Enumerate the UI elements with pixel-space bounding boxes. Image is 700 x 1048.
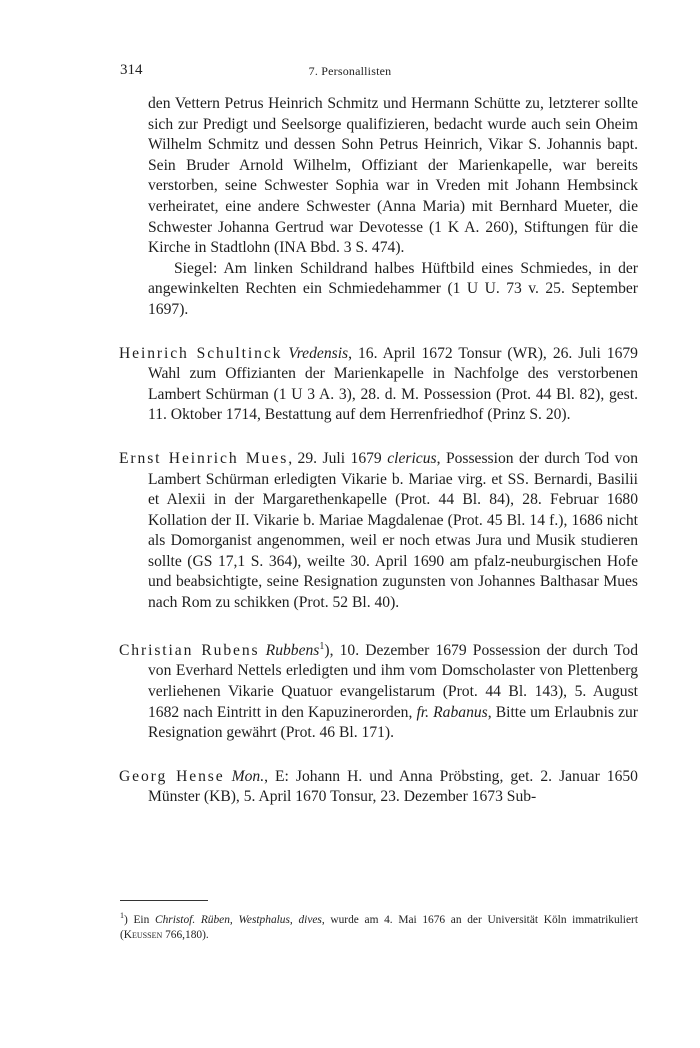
entry-schultinck: [119, 344, 638, 426]
footnote: $^1$) Ein Christof. Rüben, Westphalus, dives, wurde am 4. Mai 1676 an der Universität Köln immatrikuliert (Keussen 766,180).: [120, 911, 638, 941]
footnote-text: , wurde am 4. Mai 1676 an der Universität Köln immatrikuliert (: [120, 913, 638, 941]
entry-text: , E: Johann H. und Anna Pröbsting, get. 2. Januar 1650 Münster (KB), 5. April 1670 Tonsur, 23. Dezember 1673 Sub-: [148, 767, 638, 806]
entry-text: , 16. April 1672 Tonsur (WR), 26. Juli 1679 Wahl zum Offizianten der Marienkapelle in Nachfolge des verstorbenen Lambert Schürman (1 U 3 A. 3), 28. d. M. Possession (Prot. 44 Bl. 82), gest. 11. Oktober 1714, Bestattung auf dem Herrenfriedhof (Prinz S. 20).: [148, 344, 638, 424]
footnote-ref: 1: [319, 640, 325, 652]
page-number: 314: [120, 62, 143, 78]
footnote-rule: [120, 900, 208, 901]
continued-paragraph: den Vettern Petrus Heinrich Schmitz und Hermann Schütte zu, letzterer sollte sich zur Predigt und Seelsorge qualifizieren, bedacht wurde auch sein Oheim Wilhelm Schmitz und dessen Sohn Petrus Heinrich, Vikar S. Johannis bapt. Sein Bruder Arnold Wilhelm, Offiziant der Marienkapelle, war bereits verstorben, seine Schwester Sophia war in Vreden mit Johann Hembsinck verheiratet, eine andere Schwester (Anna Maria) mit Bernhard Mueter, die Schwester Johanna Gertrud war Devotesse (1 K A. 260), Stiftungen für die Kirche in Stadtlohn (INA Bbd. 3 S. 474).: [148, 95, 638, 257]
footnote-post: 766,180).: [162, 928, 209, 941]
footnote-italic: Christof. Rüben, Westphalus, dives: [154, 913, 322, 926]
entry-name: Georg Hense: [119, 767, 225, 785]
running-head: 7. Personallisten: [308, 64, 392, 78]
entry-name: Ernst Heinrich Mues: [119, 449, 289, 467]
footnote-marker: 1: [120, 911, 124, 920]
entry-text: , Possession der durch Tod von Lambert Schürman erledigten Vikarie b. Mariae virg. et SS. Bernardi, Basilii et Alexii in der Margarethenkapelle (Prot. 44 Bl. 84), 28. Februar 1680 Kollation der II. Vikarie b. Mariae Magdalenae (Prot. 45 Bl. 14 f.), 1686 nicht als Domorganist angenommen, weil er noch etwas Jura und Musik studieren sollte (GS 17,1 S. 364), weilte 30. April 1690 am pfalz-neuburgischen Hofe und beabsichtigte, seine Resignation zugunsten von Johannes Balthasar Mues nach Rom zu schikken (Prot. 52 Bl. 40).: [148, 449, 638, 612]
entry-latin: Mon.: [231, 767, 265, 785]
entry-latin-2: fr. Rabanus: [416, 703, 488, 721]
entry-mues: [119, 449, 638, 614]
footnote-pre: Ein: [127, 913, 155, 926]
seal-paragraph: Siegel: Am linken Schildrand halbes Hüftbild eines Schmiedes, in der angewinkelten Rechten ein Schmiedehammer (1 U U. 73 v. 25. September 1697).: [148, 259, 638, 318]
main-text: [119, 94, 638, 808]
entry-name: Christian Rubens: [119, 641, 260, 659]
entry-latin: Rubbens: [265, 641, 320, 659]
entry-name: Heinrich Schultinck: [119, 344, 283, 362]
entry-rubens: [119, 637, 638, 744]
entry-text: ), 10. Dezember 1679 Possession der durch Tod von Everhard Nettels erledigten und ihm vom Domscholaster von Plettenberg verliehenen Vikarie Quatuor evangelistarum (Prot. 44 Bl. 143), 5. August 1682 nach Eintritt in den Kapuzinerorden,: [148, 641, 638, 721]
entry-latin: clericus: [387, 449, 437, 467]
footnote-author: Keussen: [123, 928, 163, 941]
entry-pre: , 29. Juli 1679: [288, 449, 388, 467]
entry-hense: [119, 767, 638, 808]
entry-text-2: , Bitte um Erlaubnis zur Resignation gewährt (Prot. 46 Bl. 171).: [148, 703, 638, 742]
entry-latin: Vredensis: [288, 344, 349, 362]
